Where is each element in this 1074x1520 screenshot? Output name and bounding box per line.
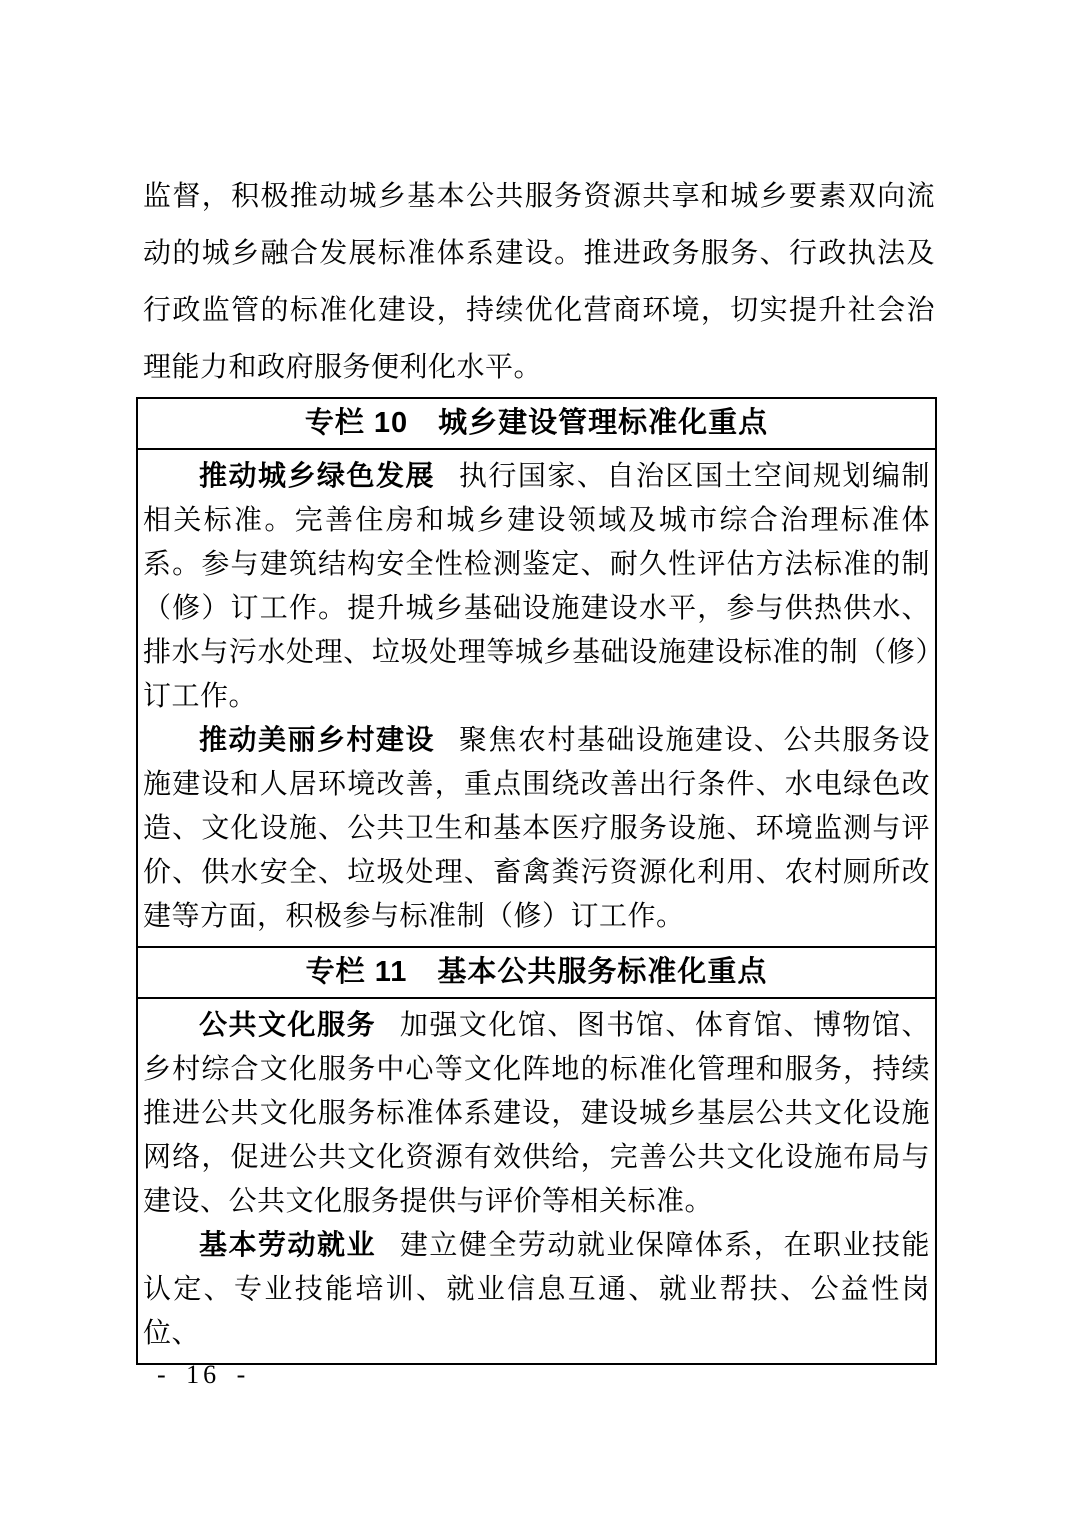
column-10-title: 专栏 10 城乡建设管理标准化重点 [138, 399, 935, 450]
paragraph-text: 加强文化馆、图书馆、体育馆、博物馆、乡村综合文化服务中心等文化阵地的标准化管理和服务，持续推进公共文化服务标准体系建设，建设城乡基层公共文化设施网络，促进公共文化资源有效供给，完善公共文化设施布局与建设、公共文化服务提供与评价等相关标准。 [143, 1010, 930, 1217]
column-10-body [138, 450, 935, 948]
page-number: - 16 - [157, 1360, 250, 1389]
column-11-title: 专栏 11 基本公共服务标准化重点 [138, 948, 935, 999]
paragraph-text: 执行国家、自治区国土空间规划编制相关标准。完善住房和城乡建设领域及城市综合治理标准体系。参与建筑结构安全性检测鉴定、耐久性评估方法标准的制（修）订工作。提升城乡基础设施建设水平，参与供热供水、排水与污水处理、垃圾处理等城乡基础设施建设标准的制（修）订工作。 [143, 461, 930, 712]
intro-paragraph: 监督，积极推动城乡基本公共服务资源共享和城乡要素双向流动的城乡融合发展标准体系建设。推进政务服务、行政执法及行政监管的标准化建设，持续优化营商环境，切实提升社会治理能力和政府服务便利化水平。 [143, 181, 935, 383]
lead-term-beautiful-village: 推动美丽乡村建设 [199, 725, 436, 756]
lead-term-public-culture: 公共文化服务 [199, 1010, 377, 1041]
paragraph-text: 聚焦农村基础设施建设、公共服务设施建设和人居环境改善，重点围绕改善出行条件、水电绿色改造、文化设施、公共卫生和基本医疗服务设施、环境监测与评价、供水安全、垃圾处理、畜禽粪污资源化利用、农村厕所改建等方面，积极参与标准制（修）订工作。 [143, 725, 930, 932]
column-10-paragraph-green-development [143, 455, 930, 719]
column-11-body [138, 999, 935, 1363]
lead-term-green-development: 推动城乡绿色发展 [199, 461, 436, 492]
column-11-paragraph-public-culture [143, 1004, 930, 1224]
paragraph-text: 建立健全劳动就业保障体系，在职业技能认定、专业技能培训、就业信息互通、就业帮扶、公益性岗位、 [143, 1230, 930, 1349]
lead-term-labor-employment: 基本劳动就业 [199, 1230, 377, 1261]
column-10-paragraph-beautiful-village [143, 719, 930, 939]
column-boxes-table [136, 397, 937, 1365]
column-11-paragraph-labor-employment [143, 1224, 930, 1356]
